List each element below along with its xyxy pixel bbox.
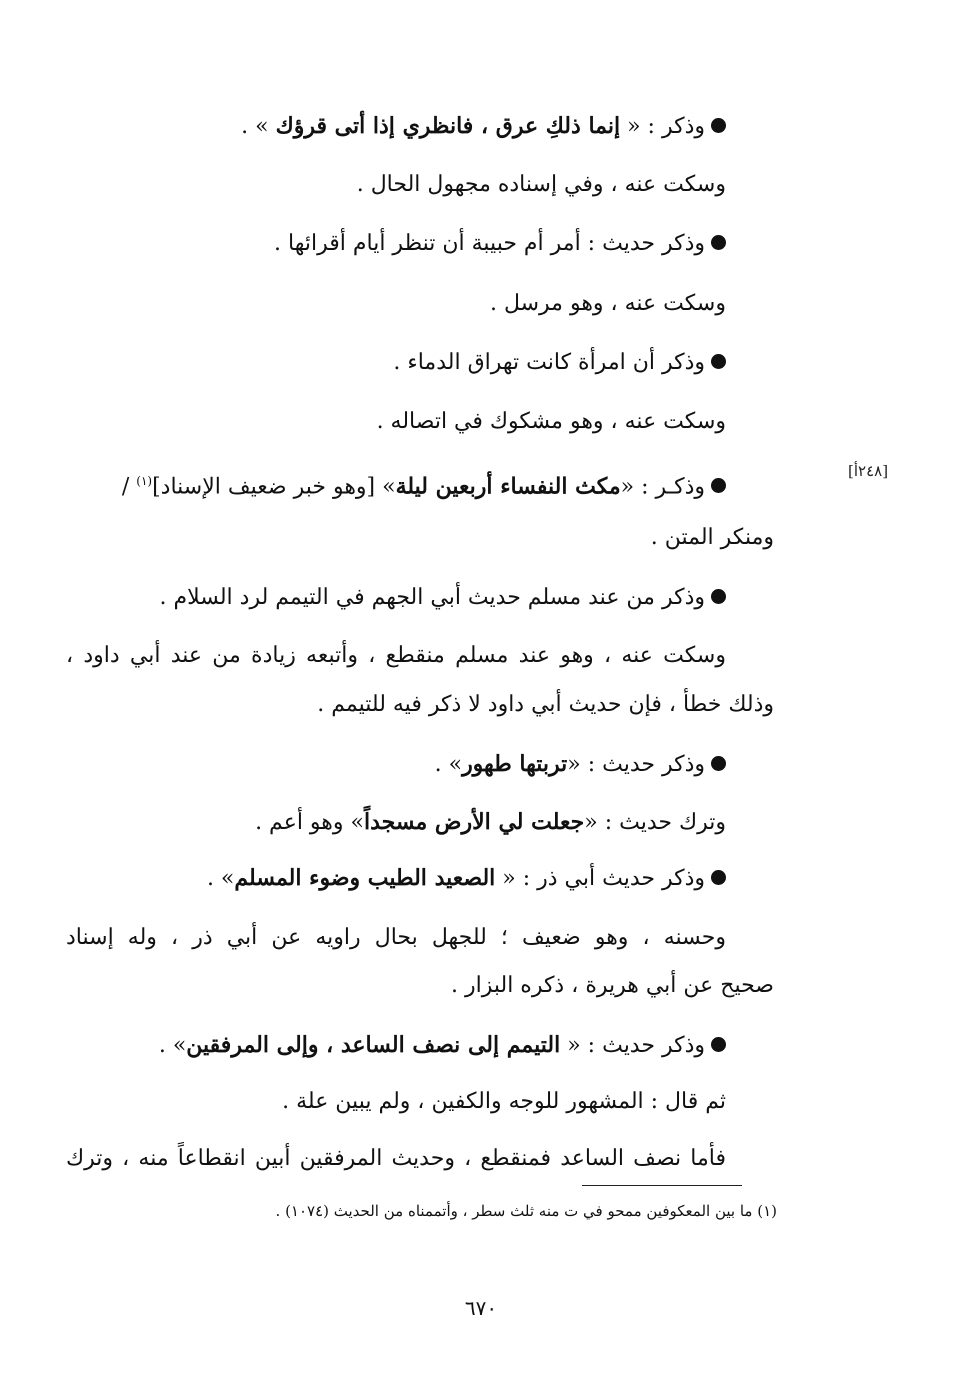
line-text: » . — [434, 752, 463, 777]
text-line: ثم قال : المشهور للوجه والكفين ، ولم يبين علة . — [282, 1089, 726, 1114]
line-text: وذكر حديث : « — [567, 752, 705, 777]
text-line: وسكت عنه ، وهو مشكوك في اتصاله . — [376, 409, 726, 434]
bullet-icon — [711, 756, 726, 771]
text-line: وحسنه ، وهو ضعيف ؛ للجهل بحال راويه عن أبي ذر ، وله إسناد — [66, 925, 726, 950]
bullet-icon — [711, 870, 726, 885]
line-text: وذكر حديث : « — [560, 1033, 705, 1058]
line-text: وذكر أن امرأة كانت تهراق الدماء . — [393, 350, 705, 375]
footnote: (١) ما بين المعكوفين ممحو في ت منه ثلث سطر ، وأتممناه من الحديث (١٠٧٤) . — [275, 1202, 777, 1220]
hadith-quote: تربتها طهور — [462, 751, 568, 777]
text-line-bullet — [36, 106, 726, 147]
hadith-quote: إنما ذلكِ عرق ، فانظري إذا أتى قرؤك — [275, 113, 621, 139]
bullet-icon — [711, 1037, 726, 1052]
text-line-bullet — [36, 1025, 726, 1066]
line-text: وذكر حديث أبي ذر : « — [495, 866, 705, 891]
bullet-icon — [711, 118, 726, 133]
page-number: ٦٧٠ — [464, 1296, 498, 1320]
line-text: » . — [241, 114, 276, 139]
line-text: وذكر : « — [620, 114, 705, 139]
text-line: وسكت عنه ، وهو عند مسلم منقطع ، وأتبعه زيادة من عند أبي داود ، — [66, 643, 726, 668]
text-line — [36, 802, 726, 843]
bullet-icon — [711, 354, 726, 369]
text-line-bullet — [66, 461, 726, 507]
line-text: / — [121, 474, 137, 500]
line-text: » . — [206, 866, 235, 891]
hadith-quote: التيمم إلى نصف الساعد ، وإلى المرفقين — [186, 1032, 561, 1058]
footnote-ref: (١) — [136, 474, 153, 488]
text-line-bullet — [36, 744, 726, 785]
text-line: فأما نصف الساعد فمنقطع ، وحديث المرفقين أبين انقطاعاً منه ، وترك — [66, 1146, 726, 1171]
line-text: وذكـر : « — [620, 474, 705, 500]
bullet-icon — [711, 478, 726, 493]
text-line-bullet — [36, 224, 726, 264]
line-text: وذكر من عند مسلم حديث أبي الجهم في التيمم لرد السلام . — [159, 585, 705, 610]
manuscript-folio-marker: [٢٤٨أ] — [848, 462, 889, 480]
text-line: وذلك خطأ ، فإن حديث أبي داود لا ذكر فيه للتيمم . — [317, 692, 774, 717]
line-text: وترك حديث : « — [584, 810, 726, 835]
text-line: صحيح عن أبي هريرة ، ذكره البزار . — [450, 973, 774, 998]
text-line: وسكت عنه ، وفي إسناده مجهول الحال . — [356, 172, 726, 197]
line-text: » . — [158, 1033, 187, 1058]
line-text: » [وهو خبر ضعيف الإسناد] — [152, 474, 396, 500]
footnote-separator — [582, 1185, 742, 1186]
text-line-bullet — [36, 578, 726, 618]
hadith-quote: الصعيد الطيب وضوء المسلم — [234, 865, 496, 891]
line-text: » وهو أعم . — [255, 810, 364, 835]
text-line-bullet — [36, 343, 726, 383]
text-line-bullet — [36, 858, 726, 899]
hadith-quote: جعلت لي الأرض مسجداً — [363, 809, 585, 835]
text-line: ومنكر المتن . — [650, 525, 774, 550]
hadith-quote: مكث النفساء أربعين ليلة — [395, 473, 621, 500]
text-line: وسكت عنه ، وهو مرسل . — [489, 291, 726, 316]
bullet-icon — [711, 589, 726, 604]
line-text: وذكر حديث : أمر أم حبيبة أن تنظر أيام أقرائها . — [274, 231, 705, 256]
bullet-icon — [711, 235, 726, 250]
